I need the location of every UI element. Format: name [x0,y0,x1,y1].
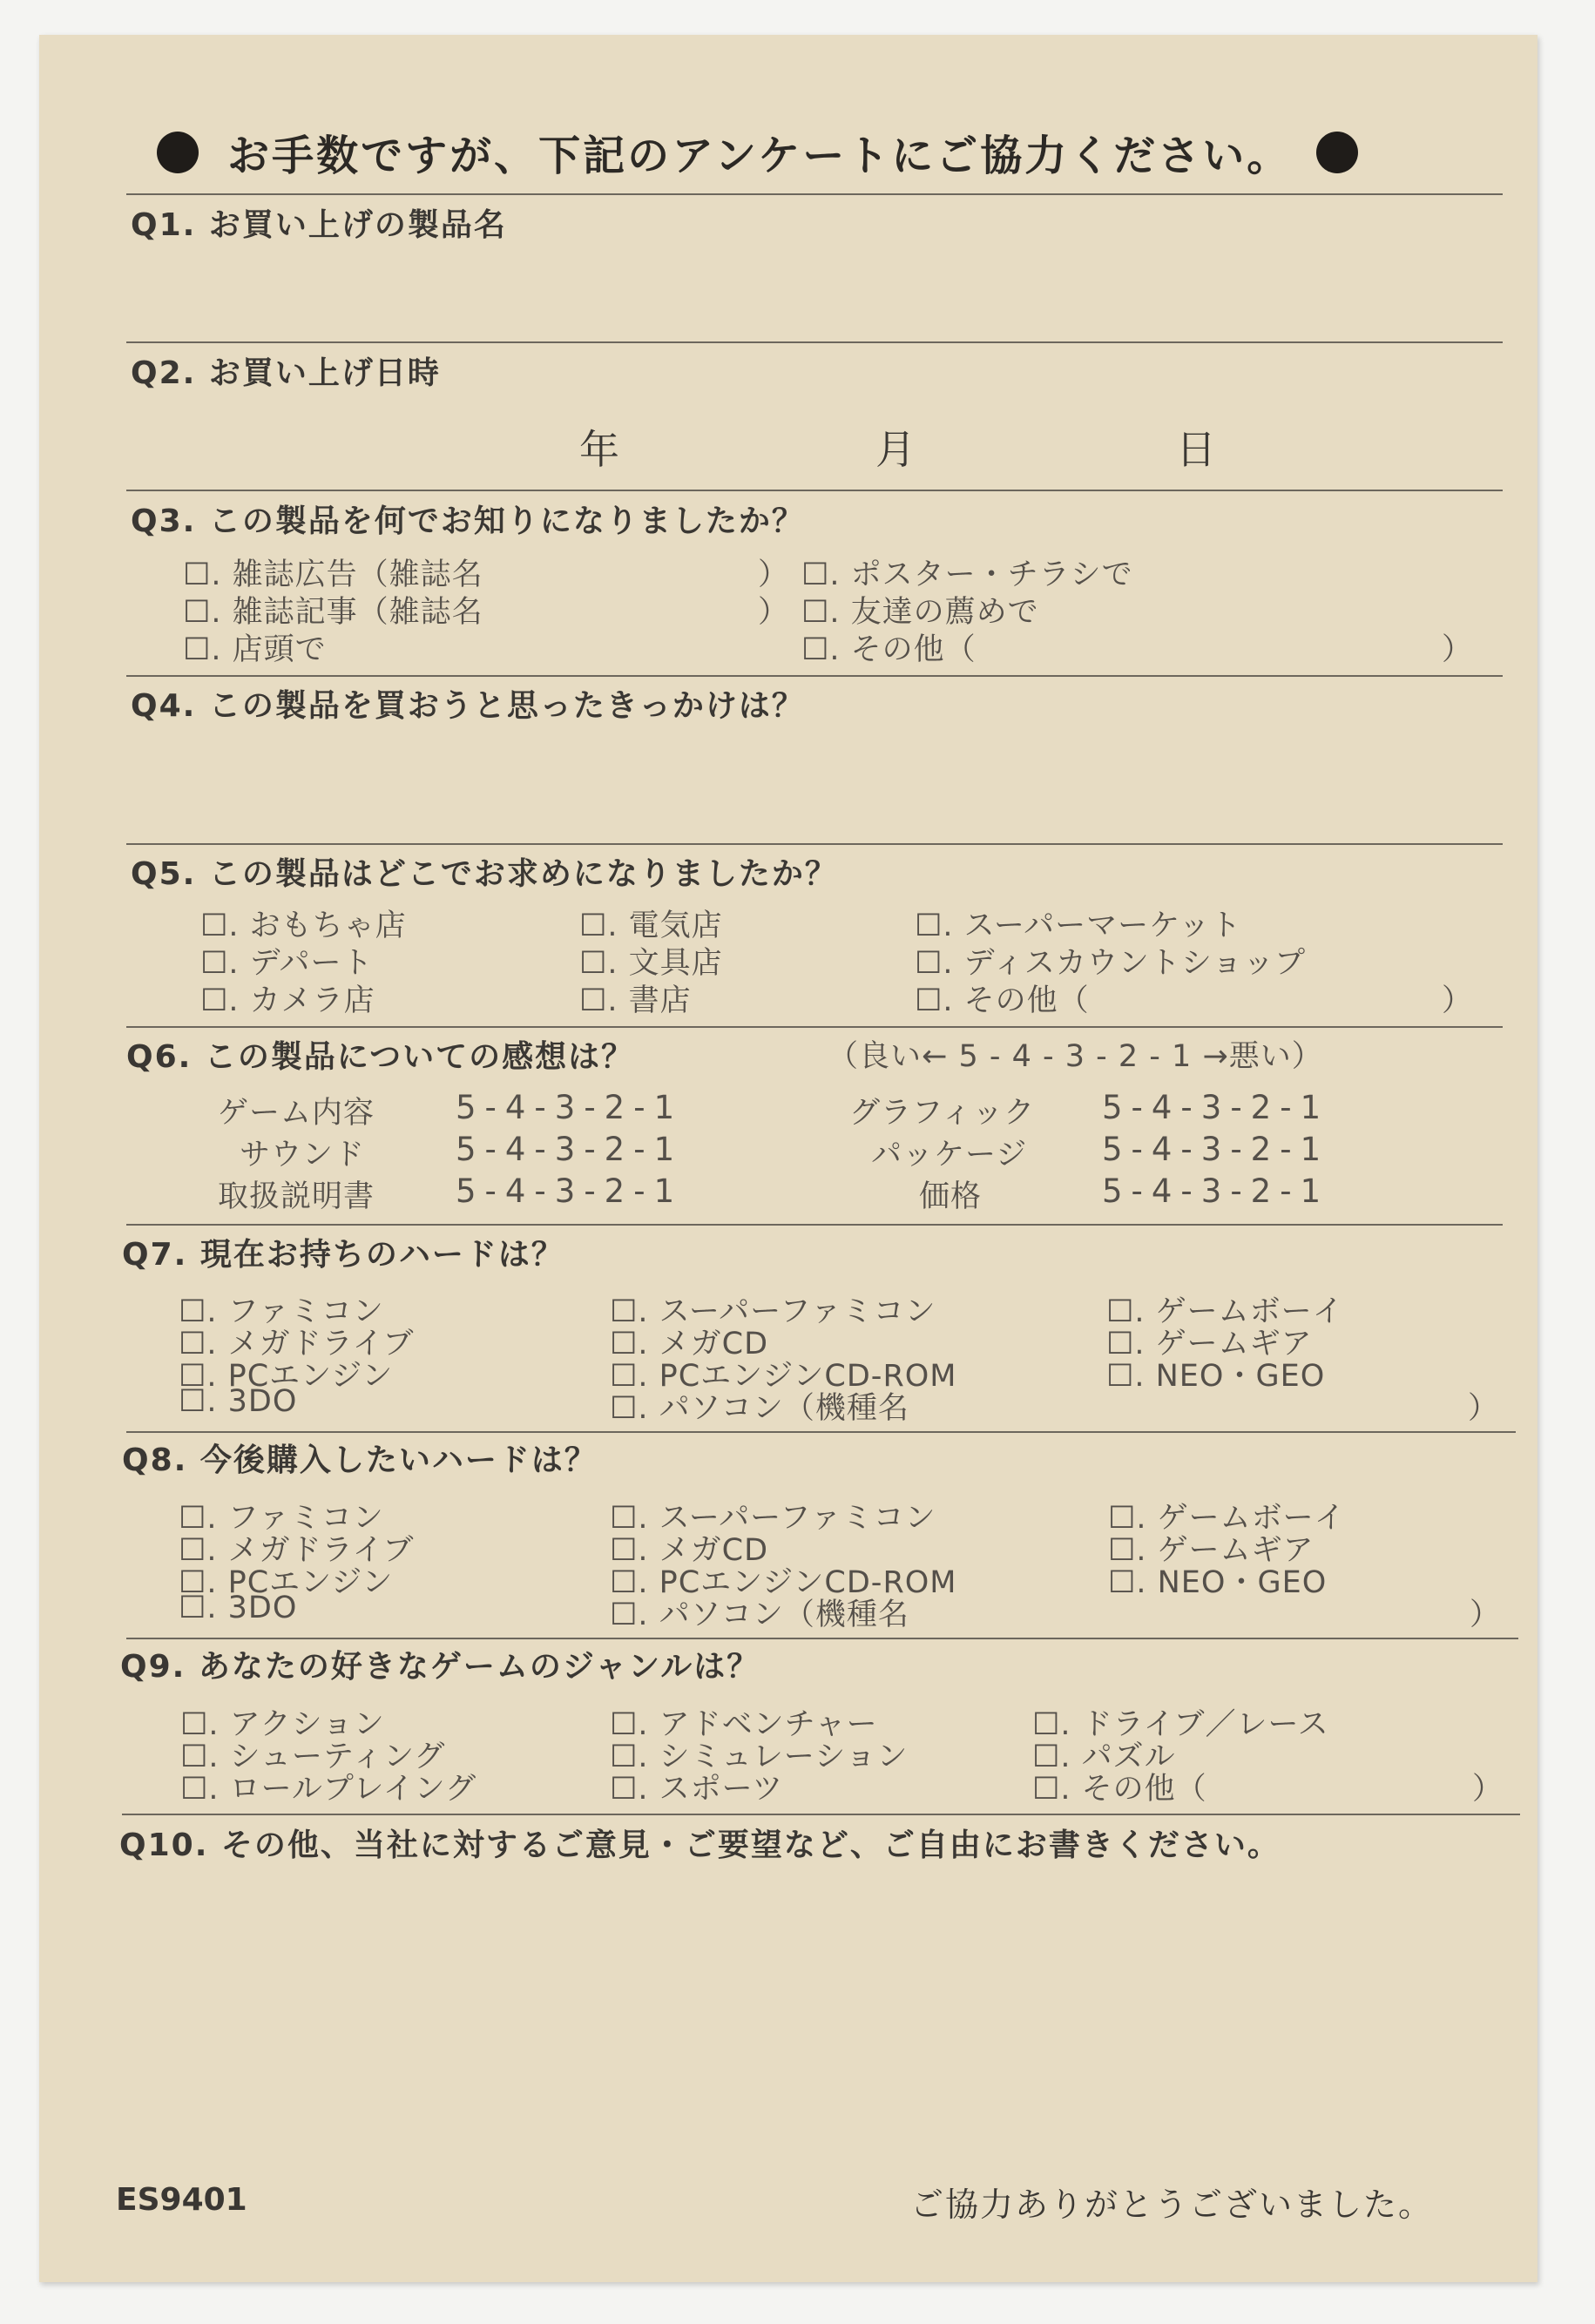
q9-option[interactable]: ☐. シューティング [180,1740,446,1774]
q6-scale: （良い← 5 - 4 - 3 - 2 - 1 →悪い） [828,1039,1323,1074]
q7-option[interactable]: ☐. PCエンジンCD-ROM [610,1359,957,1394]
q6-rating[interactable]: 5-4-3-2-1 [1102,1172,1330,1210]
q8-option[interactable]: ☐. メガCD [610,1533,769,1568]
divider [126,1431,1516,1433]
q8-option[interactable]: ☐. ゲームギア [1108,1533,1315,1568]
q8-option[interactable]: ☐. スーパーファミコン [610,1501,936,1536]
q8-option[interactable]: ☐. パソコン（機種名 [610,1598,909,1632]
q5-option[interactable]: ☐. 書店 [579,983,692,1018]
q7-option[interactable]: ☐. ファミコン [179,1294,384,1329]
q9-option[interactable]: ☐. スポーツ [610,1772,784,1807]
q5-option[interactable]: ☐. デパート [200,946,374,981]
paren-close: ） [758,595,790,630]
divider [126,341,1503,343]
bullet-icon [1316,132,1358,173]
q5-option[interactable]: ☐. スーパーマーケット [915,909,1242,943]
q6-item: パッケージ [871,1138,1028,1172]
q7-option[interactable]: ☐. メガCD [610,1327,769,1361]
q6-rating[interactable]: 5-4-3-2-1 [456,1172,684,1210]
q8-option[interactable]: ☐. NEO・GEO [1108,1565,1328,1600]
q2-year: 年 [579,426,619,473]
q9-option[interactable]: ☐. ドライブ／レース [1032,1707,1329,1742]
q3-label: Q3. この製品を何でお知りになりましたか？ [131,503,805,539]
q9-label: Q9. あなたの好きなゲームのジャンルは？ [120,1649,760,1685]
q3-option[interactable]: ☐. 店頭で [183,632,327,667]
q9-option[interactable]: ☐. シミュレーション [610,1740,909,1774]
q5-option[interactable]: ☐. カメラ店 [200,983,375,1018]
q6-label: Q6. この製品についての感想は？ [126,1039,635,1075]
q9-option[interactable]: ☐. パズル [1032,1740,1176,1774]
paren-close: ） [1472,1772,1504,1807]
q5-option[interactable]: ☐. おもちゃ店 [200,909,407,943]
q8-option[interactable]: ☐. PCエンジンCD-ROM [610,1565,957,1600]
q7-option[interactable]: ☐. ゲームギア [1106,1327,1313,1361]
paren-close: ） [1442,983,1474,1018]
q3-option[interactable]: ☐. その他（ [801,632,977,667]
q2-day: 日 [1176,426,1216,473]
q7-option[interactable]: ☐. パソコン（機種名 [610,1391,909,1426]
q6-rating[interactable]: 5-4-3-2-1 [1102,1131,1330,1168]
q9-option[interactable]: ☐. アドベンチャー [610,1707,878,1742]
divider [122,1814,1520,1815]
q7-option[interactable]: ☐. 3DO [179,1384,298,1419]
q2-label: Q2. お買い上げ日時 [131,355,441,391]
paren-close: ） [758,557,790,592]
card-header [157,122,1358,182]
q6-item: ゲーム内容 [218,1096,375,1131]
q1-label: Q1. お買い上げの製品名 [131,207,507,243]
thanks-text: ご協力ありがとうございました。 [910,2186,1434,2224]
divider [126,1026,1503,1028]
card-title: お手数ですが、下記のアンケートにご協力ください。 [227,132,1292,180]
q6-item: 価格 [919,1179,983,1214]
q8-label: Q8. 今後購入したいハードは？ [122,1442,598,1478]
divider [126,675,1503,677]
q9-option[interactable]: ☐. ロールプレイング [180,1772,477,1807]
q7-option[interactable]: ☐. PCエンジン [179,1359,394,1394]
paren-close: ） [1468,1391,1500,1426]
paren-close: ） [1442,632,1474,667]
q6-item: グラフィック [849,1096,1036,1131]
q5-option[interactable]: ☐. 電気店 [579,909,723,943]
q5-option[interactable]: ☐. 文具店 [579,946,723,981]
q3-option[interactable]: ☐. 雑誌記事（雑誌名 [183,595,483,630]
q7-option[interactable]: ☐. スーパーファミコン [610,1294,936,1329]
q5-option[interactable]: ☐. その他（ [915,983,1090,1018]
q7-label: Q7. 現在お持ちのハードは？ [122,1237,564,1273]
survey-card [39,35,1538,2282]
q8-option[interactable]: ☐. PCエンジン [179,1565,394,1600]
q8-option[interactable]: ☐. 3DO [179,1591,298,1625]
divider [126,490,1503,491]
q6-rating[interactable]: 5-4-3-2-1 [1102,1089,1330,1126]
q7-option[interactable]: ☐. NEO・GEO [1106,1359,1326,1394]
q8-option[interactable]: ☐. メガドライブ [179,1533,415,1568]
q7-option[interactable]: ☐. ゲームボーイ [1106,1294,1344,1329]
q9-option[interactable]: ☐. アクション [180,1707,385,1742]
divider [126,1638,1518,1639]
q10-label: Q10. その他、当社に対するご意見・ご要望など、ご自由にお書きください。 [119,1827,1281,1863]
q4-label: Q4. この製品を買おうと思ったきっかけは？ [131,688,805,724]
divider [126,1224,1503,1226]
q3-option[interactable]: ☐. ポスター・チラシで [801,557,1133,592]
q6-item: サウンド [240,1138,366,1172]
q5-option[interactable]: ☐. ディスカウントショップ [915,946,1307,981]
divider [126,193,1503,195]
q6-item: 取扱説明書 [218,1179,375,1214]
form-code: ES9401 [116,2182,247,2218]
q8-option[interactable]: ☐. ゲームボーイ [1108,1501,1346,1536]
q9-option[interactable]: ☐. その他（ [1032,1772,1207,1807]
q6-rating[interactable]: 5-4-3-2-1 [456,1089,684,1126]
q6-rating[interactable]: 5-4-3-2-1 [456,1131,684,1168]
q7-option[interactable]: ☐. メガドライブ [179,1327,415,1361]
bullet-icon [157,132,199,173]
q3-option[interactable]: ☐. 雑誌広告（雑誌名 [183,557,483,592]
divider [126,843,1503,845]
q5-label: Q5. この製品はどこでお求めになりましたか？ [131,856,838,892]
q8-option[interactable]: ☐. ファミコン [179,1501,384,1536]
q2-month: 月 [875,426,916,473]
paren-close: ） [1470,1598,1502,1632]
q3-option[interactable]: ☐. 友達の薦めで [801,595,1039,630]
